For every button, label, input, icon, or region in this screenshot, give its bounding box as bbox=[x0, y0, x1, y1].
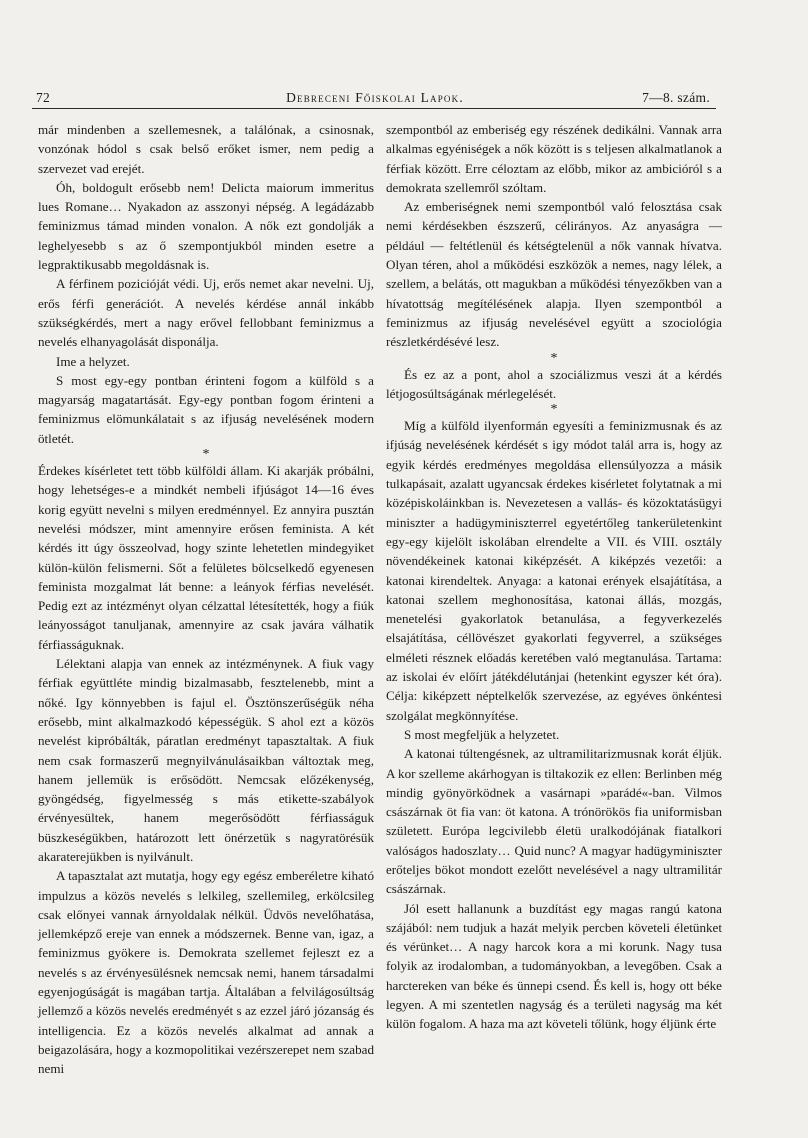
section-divider-star: * bbox=[202, 447, 210, 463]
paragraph: És ez az a pont, ahol a szociálizmus veszi át a kérdés létjogosúltságának mérlegelését. bbox=[386, 366, 722, 401]
paragraph: Érdekes kísérletet tett több külföldi állam. Ki akarják próbálni, hogy lehetséges-e a mindkét nembeli ifjúságot 14—16 éves korig együtt nevelni s milyen eredménnyel. Ez annyira pusztán nevelési módszer, mint amennyire erősen feminista. A két kérdés itt úgy összeolvad, hogy szinte lehetetlen mindegyiket külön-külön felismerni. Sőt a felületes bölcselkedő egyenesen feminista mozgalmat lát benne: a leányok férfias nevelését. Pedig ezt az intézményt olyan célzattal létesítették, hogy a fiúk leányosságot tanuljanak, amennyire az csak javára válhatik férfiasságuknak. bbox=[38, 463, 374, 652]
paragraph: Míg a külföld ilyenformán egyesíti a feminizmusnak és az ifjúság nevelésének kérdését s igy módot talál arra is, hogy az egyik kérdés eredményes megoldása ellensúlyozza a másik tulkapásait, azalatt ugyancsak érdekes kisérletet folytatnak a mi középiskoláinkban is. Nevezetesen a vallás- és közoktatásügyi miniszter a hadügyminiszterrel egyetértőleg tankerületenkint egy-egy kijelölt iskolában elrendelte a VII. és VIII. osztály növendékeinek katonai kiképzését. A kiképzés vezetői: a katonai kirendeltek. Anyaga: a katonai erények elsajátítása, a katonai szellem meghonosítása, katonai állás, mozgás, menetelési gyakorlatok betanulása, a fegyverkezelés elsajátítása, céllövészet gyakorlati fegyverrel, a szükséges elméleti résznek előadás keretében való megtanulása. Tartama: az iskolai év előírt játékdélutánjai (hetenkint egyszer két óra). Célja: kiképzett néptelkelők szervezése, az egyéves önkéntesi szolgálat megkönnyítése. bbox=[386, 418, 722, 723]
paragraph: S most egy-egy pontban érinteni fogom a külföld s a magyarság magatartását. Egy-egy pontban fogom érinteni a feminizmus elömunkálatait s az ifjuság nevelésének modern ötletét. bbox=[38, 372, 374, 446]
paragraph: Az emberiségnek nemi szempontból való felosztása csak nemi kérdésekben észszerű, célirányos. Az anyaságra — például — feltétlenül és kétségtelenül a nők vannak hívatva. Olyan téren, ahol a működési eszközök a nemes, nagy lélek, a szellem, a belátás, ott magukban a működési tényezőkben van a hívatottság megítélésének alapja. Ilyen szempontból a feminizmus az ifjuság nevelésével együtt a szociológia részletkérdésévé lesz. bbox=[386, 199, 722, 350]
issue-number: 7—8. szám. bbox=[642, 90, 710, 105]
paragraph: már mindenben a szellemesnek, a találónak, a csinosnak, vonzónak hódol s csak belső erőket ismer, nem pedig a szervezet vad erejét. bbox=[38, 122, 374, 176]
paragraph: Lélektani alapja van ennek az intézménynek. A fiuk vagy férfiak együttléte mindig bizalmasabb, fesztelenebb, mint a nőké. Igy könnyebben is fajul el. Ösztönszerűségük néha erősebb, mint alkalmazkodó képességük. S ahol ezt a közös nevelést kipróbálták, páratlan eredményt tapasztaltak. A fiuk nem csak formaszerű megnyilvánulásaikban változtak meg, hanem jellemük is erősödött. Nemcsak előzékenység, gyöngédség, figyelmesség s más etikette-szabályok érvényesültek, hanem megerősödött férfiasságuk büszkeségükben, határozott lett önérzetük s nagyratörésük akaraterejükben is nyilvánult. bbox=[38, 656, 374, 864]
page-number: 72 bbox=[36, 90, 51, 105]
paragraph: Óh, boldogult erősebb nem! Delicta maiorum immeritus lues Romane… Nyakadon az asszonyi népség. A legádázabb feminizmus támad minden vonalon. A nők ezt gondolják a leghelyesebb s az ő szempontjukból minden esetre a legpraktikusabb megoldásnak is. bbox=[38, 179, 374, 273]
paragraph: Ime a helyzet. bbox=[56, 353, 130, 369]
paragraph: A férfinem pozicióját védi. Uj, erős nemet akar nevelni. Uj, erős férfi generációt. A nevelés kérdése annál inkább szükségkérdés, mert a nagy erővel fellobbant feminizmus a nevelés elhanyagolását disponálja. bbox=[38, 276, 374, 350]
section-divider-star: * bbox=[550, 402, 558, 418]
paragraph: S most megfeljük a helyzetet. bbox=[404, 726, 560, 742]
paragraph: A tapasztalat azt mutatja, hogy egy egész emberéletre kiható impulzus a közös nevelés s lelkileg, szellemileg, erkölcsileg csak előnyei vannak árnyoldalak nélkül. Üdvös nevelőhatása, jellemképző ereje van ennek a módszernek. Benne van, igaz, a feminizmus gyökere is. Demokrata szellemet fejleszt ez a nevelés s az érvényesülésnek nemcsak nemi, hanem társadalmi egyenjogúságát is magában tartja. Általában a felvilágosúltság jellemző a közös nevelés eredményét s az ezzel járó józanság és intelligencia. Ez a közös nevelés alkalmat ad annak a beigazolására, hogy a kozmopolitikai vezérszerepet nem szabad nemi bbox=[38, 868, 374, 1077]
left-column bbox=[38, 120, 374, 1079]
right-column bbox=[386, 120, 722, 1034]
header-rule bbox=[32, 108, 716, 109]
journal-title: Debreceni Főiskolai Lapok. bbox=[286, 90, 464, 105]
section-divider-star: * bbox=[550, 350, 558, 366]
paragraph: Jól esett hallanunk a buzdítást egy magas rangú katona szájából: nem tudjuk a hazát melyik percben követeli életünket és vérünket… A nagy harcok kora a mi korunk. Nagy tusa folyik az irodalomban, a tudományokban, a levegőben. Csak a harctereken van béke és ünnepi csend. És kell is, hogy ott béke legyen. A mi szentetlen nagyság és a területi nagyság ma két külön fogalom. A haza ma azt követeli tőlünk, hogy éljünk érte bbox=[386, 900, 722, 1032]
running-header bbox=[36, 88, 714, 110]
paragraph: szempontból az emberiség egy részének dedikálni. Vannak arra alkalmas egyéniségek a nők között is s teljesen alkalmatlanok a férfiak között. Erre céloztam az előbb, mikor az ambicióról s a demokrata szellemről szóltam. bbox=[386, 122, 722, 195]
paragraph: A katonai túltengésnek, az ultramilitarizmusnak korát éljük. A kor szelleme akárhogyan is tiltakozik ez ellen: Berlinben még mindig gyönyörködnek a vasárnapi »parádé«-ban. Vilmos császárnak öt fia van: öt katona. A trónörökös fia uniformisban született. Európa legcivilebb életü uralkodójának fiatalkori valóságos hadoszlaty… Quid nunc? A magyar hadügyminiszter erőteljes bökot mondott ezelőtt nevelésével a nagy ultramilitár császárnak. bbox=[386, 746, 722, 897]
